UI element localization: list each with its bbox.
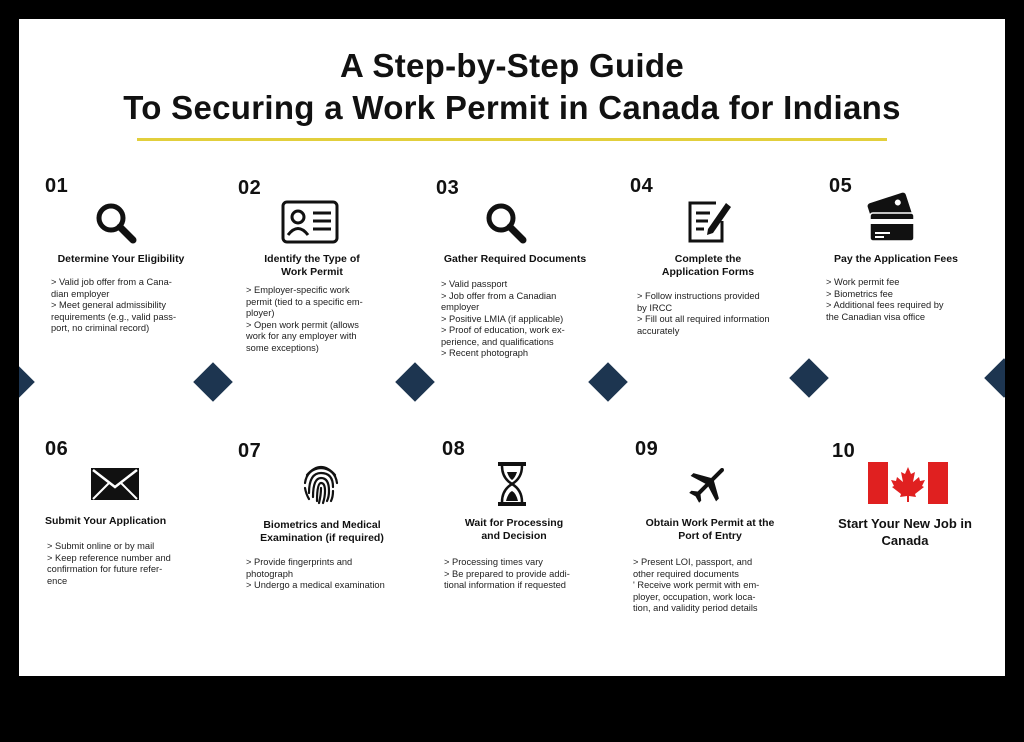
airplane-icon (687, 461, 731, 505)
step-title: Pay the Application Fees (834, 253, 958, 265)
step-title: Identify the Type of Work Permit (264, 253, 360, 278)
step-description: > Employer-specific work permit (tied to a specific em- ployer) > Open work permit (allows work for any employer with some exceptions) (246, 285, 363, 353)
step-number: 04 (630, 175, 654, 197)
credit-cards-icon (864, 191, 920, 243)
step-number: 05 (829, 175, 853, 197)
step-description: > Present LOI, passport, and other required documents ' Receive work permit with em- ployer, occupation, work loca- tion, and validity period details (633, 557, 760, 613)
step-description: > Valid job offer from a Cana- dian employer > Meet general admissibility requirements (e.g., valid pass- port, no criminal record) (51, 277, 177, 333)
envelope-icon (89, 466, 141, 502)
step-title: Start Your New Job in Canada (838, 516, 972, 548)
step-title: Biometrics and Medical Examination (if required) (260, 519, 384, 544)
step-title: Determine Your Eligibility (57, 253, 185, 265)
step-title: Obtain Work Permit at the Port of Entry (645, 517, 775, 542)
step-title: Gather Required Documents (443, 253, 587, 265)
separator-diamond (789, 358, 829, 398)
hourglass-icon (496, 460, 528, 508)
separator-diamond (588, 362, 628, 402)
step-number: 06 (45, 438, 69, 460)
magnifier-icon (93, 200, 139, 246)
step-description: > Processing times vary > Be prepared to provide addi- tional information if requested (444, 557, 570, 590)
step-number: 10 (832, 440, 856, 462)
step-number: 09 (635, 438, 659, 460)
magnifier-icon (483, 200, 529, 246)
step-description: > Submit online or by mail > Keep reference number and confirmation for future refer- ence (47, 541, 171, 586)
step-title: Complete the Application Forms (661, 253, 755, 278)
canada-flag-icon (868, 462, 948, 504)
separator-diamond (193, 362, 233, 402)
infographic-sheet (19, 19, 1005, 676)
separator-diamond (19, 362, 35, 402)
fingerprint-icon (301, 461, 341, 505)
id-card-icon (281, 200, 339, 244)
step-description: > Valid passport > Job offer from a Canadian employer > Positive LMIA (if applicable) > Proof of education, work ex- perience, and qualifications > Recent photograph (441, 279, 565, 358)
page-title-line2: To Securing a Work Permit in Canada for Indians (123, 89, 901, 126)
step-number: 08 (442, 438, 466, 460)
step-title: Wait for Processing and Decision (464, 517, 564, 542)
step-number: 03 (436, 177, 460, 199)
step-number: 07 (238, 440, 262, 462)
step-number: 01 (45, 175, 69, 197)
form-edit-icon (686, 197, 734, 245)
step-description: > Provide fingerprints and photograph > Undergo a medical examination (246, 557, 385, 590)
step-description: > Follow instructions provided by IRCC > Fill out all required information accurately (637, 291, 770, 336)
step-number: 02 (238, 177, 262, 199)
step-description: > Work permit fee > Biometrics fee > Additional fees required by the Canadian visa office (826, 277, 944, 322)
page-title-line1: A Step-by-Step Guide (340, 47, 684, 84)
separator-diamond (984, 358, 1005, 398)
title-underline (137, 138, 887, 141)
step-title: Submit Your Application (45, 515, 167, 527)
separator-diamond (395, 362, 435, 402)
